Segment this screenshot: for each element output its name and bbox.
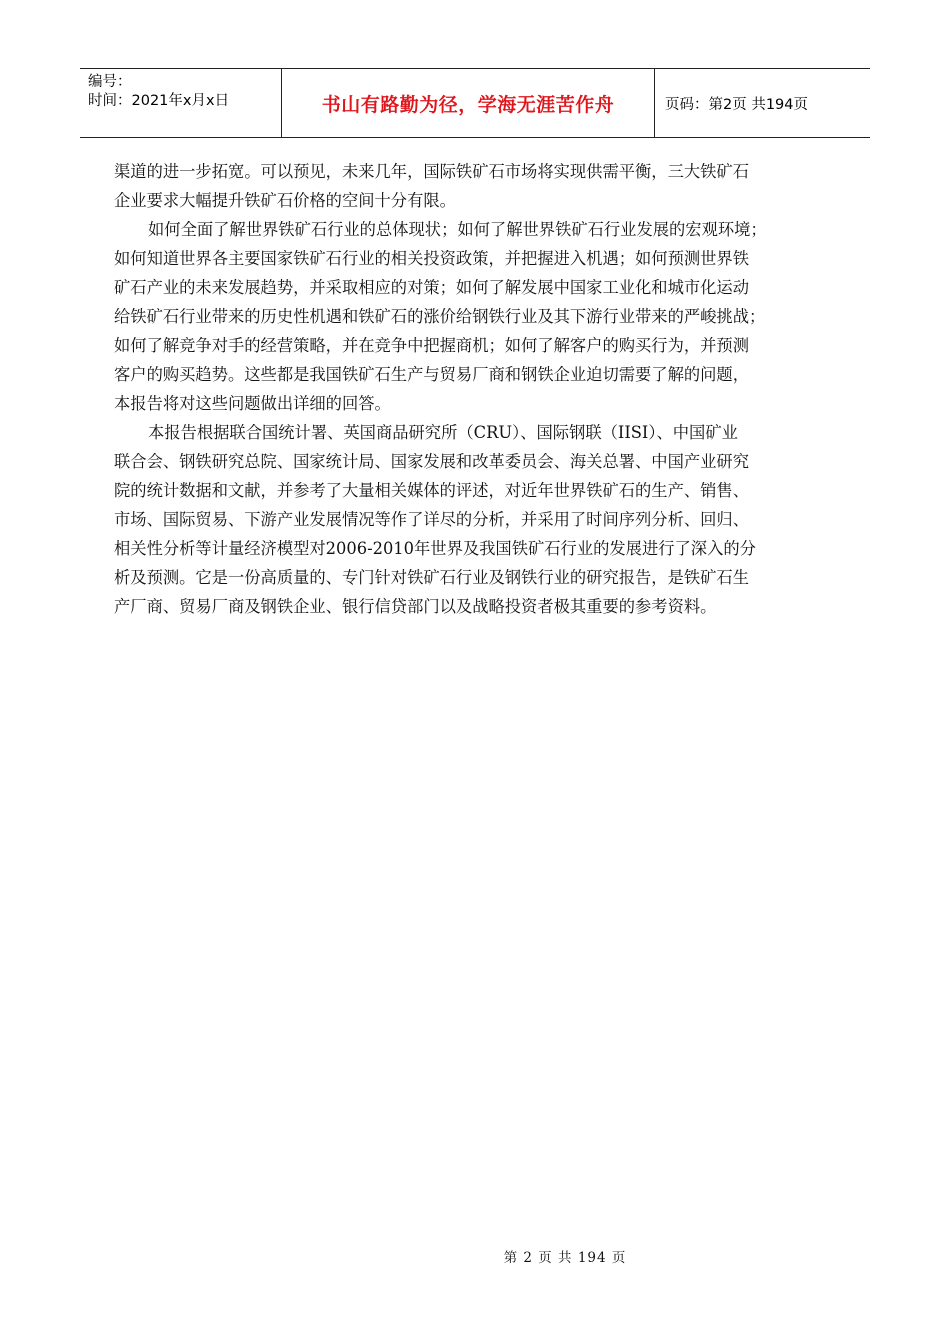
text-line: 本报告根据联合国统计署、英国商品研究所（CRU）、国际钢联（IISI）、中国矿业 bbox=[148, 423, 738, 442]
header-motto: 书山有路勤为径，学海无涯苦作舟 bbox=[282, 69, 655, 137]
text-line: 矿石产业的未来发展趋势，并采取相应的对策；如何了解发展中国家工业化和城市化运动 bbox=[114, 278, 749, 297]
paragraph-2 bbox=[114, 215, 844, 418]
text-line: 如何全面了解世界铁矿石行业的总体现状；如何了解世界铁矿石行业发展的宏观环境； bbox=[148, 220, 767, 239]
document-time-label: 时间：2021年x月x日 bbox=[88, 93, 230, 109]
document-body bbox=[114, 157, 844, 621]
text-line: 析及预测。它是一份高质量的、专门针对铁矿石行业及钢铁行业的研究报告，是铁矿石生 bbox=[114, 568, 749, 587]
text-line: 产厂商、贸易厂商及钢铁企业、银行信贷部门以及战略投资者极其重要的参考资料。 bbox=[114, 597, 717, 616]
text-line: 如何了解竞争对手的经营策略，并在竞争中把握商机；如何了解客户的购买行为，并预测 bbox=[114, 336, 749, 355]
header-meta bbox=[80, 69, 282, 137]
text-line: 企业要求大幅提升铁矿石价格的空间十分有限。 bbox=[114, 191, 456, 210]
page-footer: 第 2 页 共 194 页 bbox=[503, 1250, 627, 1266]
text-line: 给铁矿石行业带来的历史性机遇和铁矿石的涨价给钢铁行业及其下游行业带来的严峻挑战； bbox=[114, 307, 766, 326]
text-line: 客户的购买趋势。这些都是我国铁矿石生产与贸易厂商和钢铁企业迫切需要了解的问题， bbox=[114, 365, 749, 384]
text-line: 如何知道世界各主要国家铁矿石行业的相关投资政策，并把握进入机遇；如何预测世界铁 bbox=[114, 249, 749, 268]
text-line: 本报告将对这些问题做出详细的回答。 bbox=[114, 394, 391, 413]
text-line: 联合会、钢铁研究总院、国家统计局、国家发展和改革委员会、海关总署、中国产业研究 bbox=[114, 452, 749, 471]
header-page-info: 页码：第2页 共194页 bbox=[665, 96, 809, 113]
paragraph-3 bbox=[114, 418, 844, 621]
text-line: 相关性分析等计量经济模型对2006-2010年世界及我国铁矿石行业的发展进行了深入的分 bbox=[114, 539, 756, 558]
paragraph-1 bbox=[114, 157, 844, 215]
text-line: 院的统计数据和文献，并参考了大量相关媒体的评述，对近年世界铁矿石的生产、销售、 bbox=[114, 481, 749, 500]
text-line: 市场、国际贸易、下游产业发展情况等作了详尽的分析，并采用了时间序列分析、回归、 bbox=[114, 510, 749, 529]
text-line: 渠道的进一步拓宽。可以预见，未来几年，国际铁矿石市场将实现供需平衡，三大铁矿石 bbox=[114, 162, 749, 181]
page-header bbox=[80, 68, 870, 138]
document-number-label: 编号： bbox=[88, 74, 132, 90]
